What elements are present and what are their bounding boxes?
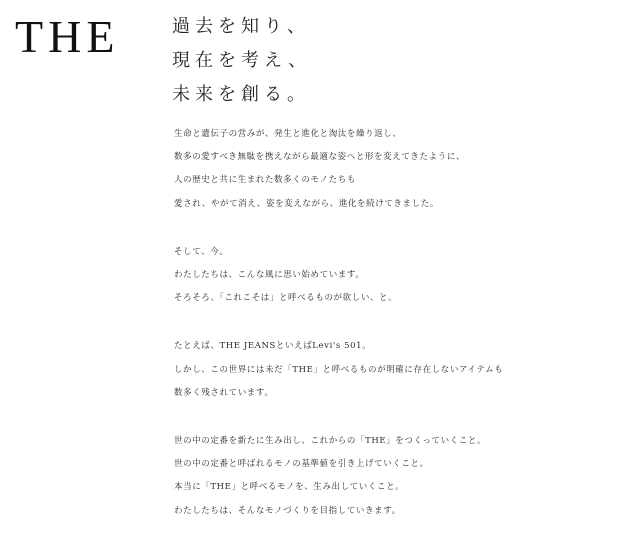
paragraph — [174, 123, 634, 216]
paragraph — [174, 241, 634, 311]
paragraph-line: 数多の愛すべき無駄を携えながら最適な姿へと形を変えてきたように、 — [174, 152, 466, 163]
headline-line: 過去を知り、 — [172, 16, 310, 37]
paragraph — [174, 430, 634, 523]
paragraph-line: わたしたちは、こんな風に思い始めています。 — [174, 270, 365, 281]
paragraph-line: そして、今。 — [174, 246, 229, 257]
brand-logo[interactable]: THE — [15, 11, 120, 62]
paragraph-line: 本当に「THE」と呼べるモノを、生み出していくこと。 — [174, 482, 405, 493]
paragraph-line: 世の中の定番と呼ばれるモノの基準値を引き上げていくこと。 — [174, 459, 429, 470]
paragraph-line: 数多く残されています。 — [174, 387, 274, 398]
paragraph — [174, 335, 634, 405]
paragraph-line: わたしたちは、そんなモノづくりを目指していきます。 — [174, 505, 401, 516]
paragraph-line: 愛され、やがて消え、姿を変えながら、進化を続けてきました。 — [174, 198, 439, 209]
paragraph-line: 世の中の定番を新たに生み出し、これからの「THE」をつくっていくこと。 — [174, 436, 487, 447]
headline-line: 未来を創る。 — [172, 84, 310, 105]
paragraph-line: たとえば、THE JEANSといえばLevi's 501。 — [174, 341, 372, 352]
headline-line: 現在を考え、 — [172, 50, 312, 71]
paragraph-line: しかし、この世界には未だ「THE」と呼べるものが明確に存在しないアイテムも — [174, 364, 504, 375]
headline — [172, 10, 311, 112]
body-copy — [174, 123, 634, 548]
paragraph-line: 人の歴史と共に生まれた数多くのモノたちも — [174, 175, 356, 186]
paragraph-line: 生命と遺伝子の営みが、発生と進化と淘汰を繰り返し、 — [174, 129, 402, 139]
paragraph-line: そろそろ、「これこそは」と呼べるものが欲しい、と。 — [174, 293, 398, 304]
